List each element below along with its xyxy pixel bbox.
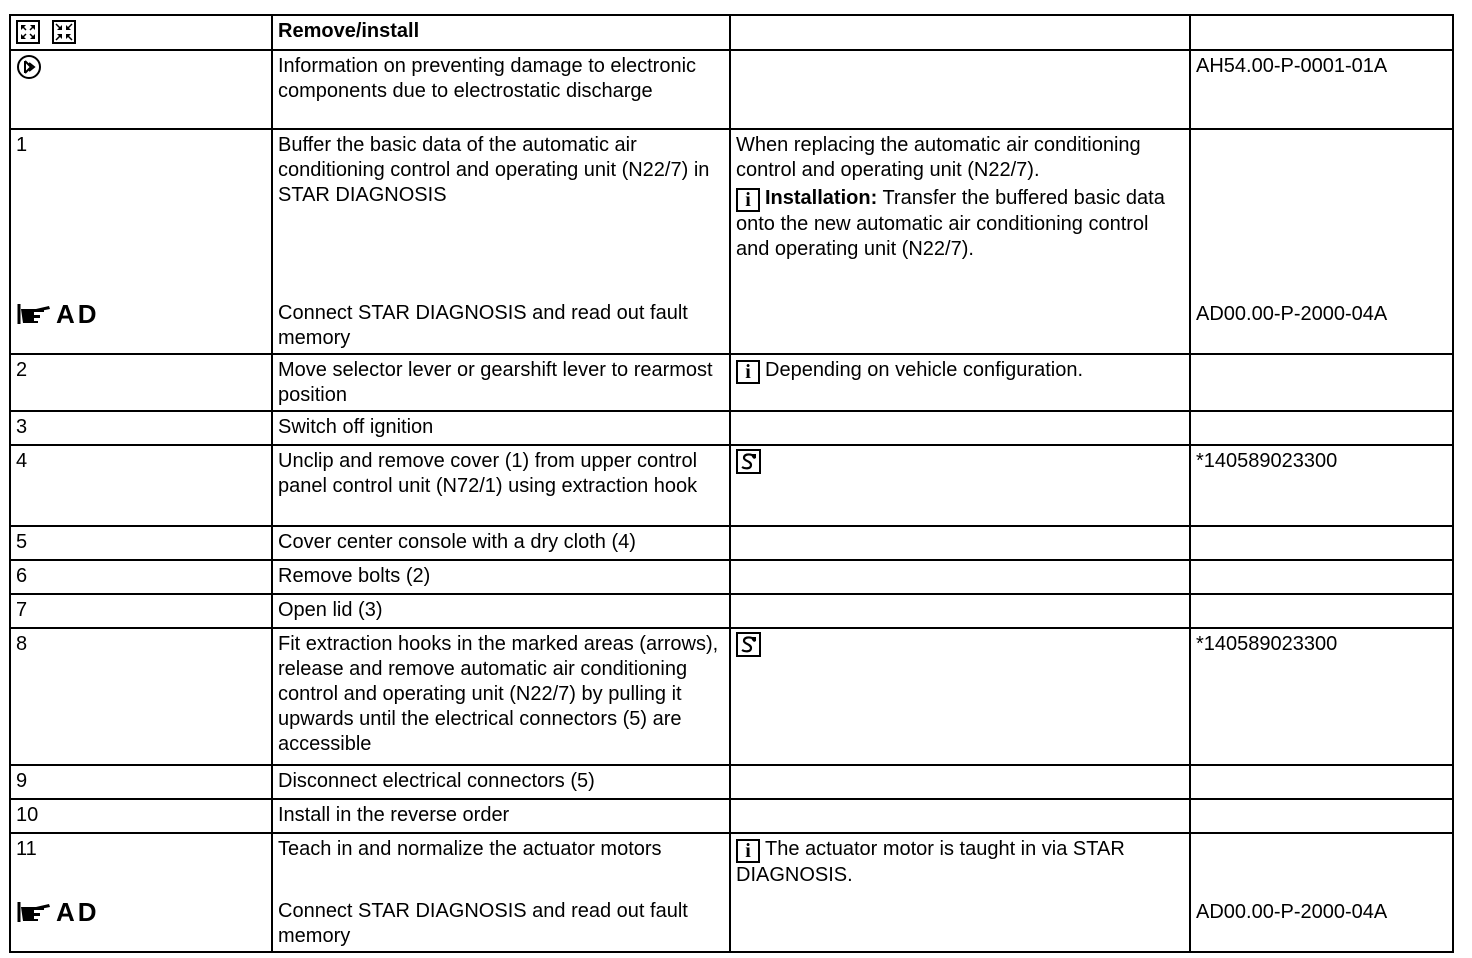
step-ref[interactable]: AD00.00-P-2000-04A bbox=[1196, 303, 1388, 325]
step-note: Depending on vehicle configuration. bbox=[765, 359, 1083, 381]
step-note: When replacing the automatic air conditioning control and operating unit (N22/7). bbox=[736, 134, 1141, 181]
table-row bbox=[10, 560, 1453, 594]
title-text: Remove/install bbox=[278, 20, 420, 42]
step-number: 5 bbox=[10, 526, 272, 560]
header-icons-cell bbox=[10, 15, 272, 50]
step-number: 4 bbox=[10, 445, 272, 526]
step-text: Open lid (3) bbox=[272, 594, 730, 628]
step-text: Install in the reverse order bbox=[272, 799, 730, 833]
header-row bbox=[10, 15, 1453, 50]
step-text: Switch off ignition bbox=[272, 411, 730, 445]
pointing-hand-icon bbox=[16, 899, 52, 925]
procedure-table bbox=[9, 14, 1454, 953]
step-number: 9 bbox=[10, 765, 272, 799]
step-number: 10 bbox=[10, 799, 272, 833]
ad-label: AD bbox=[56, 298, 100, 329]
esd-text: Information on preventing damage to electronic components due to electrostatic discharge bbox=[272, 50, 730, 129]
step-subtext: Connect STAR DIAGNOSIS and read out fault memory bbox=[278, 900, 688, 947]
table-row bbox=[10, 799, 1453, 833]
step-ref[interactable]: *140589023300 bbox=[1190, 445, 1453, 526]
step-text: Disconnect electrical connectors (5) bbox=[272, 765, 730, 799]
table-row bbox=[10, 445, 1453, 526]
expand-view-icon[interactable] bbox=[16, 20, 40, 44]
ad-reference[interactable] bbox=[16, 896, 100, 927]
step-number: 8 bbox=[10, 628, 272, 765]
step-note: The actuator motor is taught in via STAR DIAGNOSIS. bbox=[736, 838, 1125, 886]
step-text: Teach in and normalize the actuator motors bbox=[278, 838, 662, 860]
esd-warning-icon bbox=[16, 54, 42, 80]
table-row bbox=[10, 411, 1453, 445]
esd-ref[interactable]: AH54.00-P-0001-01A bbox=[1190, 50, 1453, 129]
special-tool-icon[interactable] bbox=[736, 632, 761, 657]
page-title bbox=[272, 15, 730, 50]
step-subtext: Connect STAR DIAGNOSIS and read out fault memory bbox=[278, 302, 688, 349]
step-ref[interactable]: *140589023300 bbox=[1190, 628, 1453, 765]
esd-row bbox=[10, 50, 1453, 129]
step-number: 6 bbox=[10, 560, 272, 594]
info-icon: i bbox=[736, 188, 760, 212]
table-row bbox=[10, 594, 1453, 628]
table-row bbox=[10, 765, 1453, 799]
table-row bbox=[10, 628, 1453, 765]
info-icon: i bbox=[736, 839, 760, 863]
step-text: Remove bolts (2) bbox=[272, 560, 730, 594]
note-detail: Transfer the buffered basic data onto the new automatic air conditioning control and operating unit (N22/7). bbox=[736, 187, 1165, 260]
table-row bbox=[10, 354, 1453, 411]
step-text: Move selector lever or gearshift lever to rearmost position bbox=[272, 354, 730, 411]
table-row bbox=[10, 833, 1453, 952]
table-row bbox=[10, 526, 1453, 560]
step-number: 3 bbox=[10, 411, 272, 445]
step-number: 7 bbox=[10, 594, 272, 628]
special-tool-icon[interactable] bbox=[736, 449, 761, 474]
step-text: Cover center console with a dry cloth (4) bbox=[272, 526, 730, 560]
step-text: Fit extraction hooks in the marked areas (arrows), release and remove automatic air conditioning control and operating unit (N22/7) by pulling it upwards until the electrical connectors (5) are accessible bbox=[272, 628, 730, 765]
ad-reference[interactable] bbox=[16, 298, 100, 329]
note-label: Installation: bbox=[765, 187, 878, 209]
step-text: Unclip and remove cover (1) from upper control panel control unit (N72/1) using extraction hook bbox=[272, 445, 730, 526]
step-ref[interactable]: AD00.00-P-2000-04A bbox=[1196, 901, 1388, 923]
step-number: 1 bbox=[16, 134, 28, 156]
step-text: Buffer the basic data of the automatic air conditioning control and operating unit (N22/7) in STAR DIAGNOSIS bbox=[278, 134, 710, 206]
info-icon: i bbox=[736, 360, 760, 384]
collapse-view-icon[interactable] bbox=[52, 20, 76, 44]
table-row bbox=[10, 129, 1453, 354]
step-number: 2 bbox=[10, 354, 272, 411]
ad-label: AD bbox=[56, 896, 100, 927]
pointing-hand-icon bbox=[16, 301, 52, 327]
step-number: 11 bbox=[16, 838, 37, 860]
